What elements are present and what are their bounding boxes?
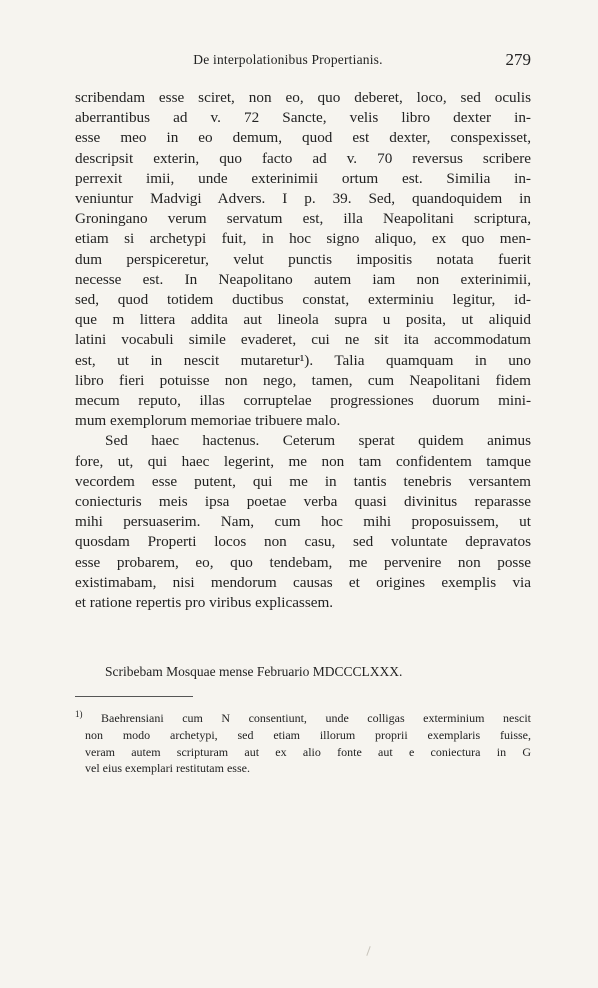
page-number: 279 xyxy=(505,50,531,69)
body-line: existimabam, nisi mendorum causas et origines exemplis via xyxy=(75,573,531,591)
body-line: fore, ut, qui haec legerint, me non tam confidentem tamque xyxy=(75,452,531,470)
body-line: scribendam esse sciret, non eo, quo deberet, loco, sed oculis xyxy=(75,89,531,106)
body-line: mihi persuaserim. Nam, cum hoc mihi proposuissem, ut xyxy=(75,513,531,531)
body-line: perrexit imii, unde exterinimii ortum est. Similia in- xyxy=(75,169,531,187)
footnote-line: non modo archetypi, sed etiam illorum proprii exemplaris fuisse, xyxy=(85,727,531,742)
body-line: et ratione repertis pro viribus explicassem. xyxy=(75,594,334,612)
body-line: mecum reputo, illas corruptelae progressiones duorum mini- xyxy=(75,392,531,410)
body-line: vecordem esse putent, qui me in tantis tenebris versantem xyxy=(75,472,531,490)
body-line: Groningano verum servatum est, illa Neapolitani scriptura, xyxy=(75,210,531,228)
body-line: esse probarem, eo, quo tendebam, me pervenire non posse xyxy=(75,553,531,571)
body-line: est, ut in nescit mutaretur¹). Talia quamquam in uno xyxy=(75,351,531,369)
body-line: aberrantibus ad v. 72 Sancte, velis libro dexter in- xyxy=(75,109,531,127)
body-line: veniuntur Madvigi Advers. I p. 39. Sed, quandoquidem in xyxy=(75,190,531,208)
body-line: que m littera addita aut lineola supra u posita, ut aliquid xyxy=(75,311,531,329)
footnote-line: vel eius exemplari restitutam esse. xyxy=(85,761,250,776)
page-header xyxy=(75,50,531,74)
body-line: esse meo in eo demum, quod est dexter, conspexisset, xyxy=(75,129,531,147)
paper-mark xyxy=(366,946,370,956)
running-title: De interpolationibus Propertianis. xyxy=(193,52,383,67)
body-line: quosdam Properti locos non casu, sed voluntate depravatos xyxy=(75,533,531,551)
body-line: etiam si archetypi fuit, in hoc signo aliquo, ex quo men- xyxy=(75,230,531,248)
body-line: necesse est. In Neapolitano autem iam non exterinimii, xyxy=(75,270,531,288)
footnote-line: veram autem scripturam aut ex alio fonte aut e coniectura in G xyxy=(85,744,531,759)
signature-line: Scribebam Mosquae mense Februario MDCCCLXXX. xyxy=(105,664,403,679)
footnotes xyxy=(75,706,531,777)
body-line: libro fieri potuisse non nego, tamen, cum Neapolitani fidem xyxy=(75,371,531,389)
body-line: Sed haec hactenus. Ceterum sperat quidem animus xyxy=(105,432,531,450)
body-line: descripsit exterin, quo facto ad v. 70 reversus scribere xyxy=(75,149,531,167)
body-text xyxy=(75,88,531,613)
body-line: dum perspiceretur, velut punctis impositis notata fuerit xyxy=(75,250,531,268)
body-line: coniecturis meis ipsa poetae verba quasi divinitus reparasse xyxy=(75,493,531,511)
body-line: latini vocabuli simile evaderet, cui ne sit ita accommodatum xyxy=(75,331,531,349)
body-line: sed, quod totidem ductibus constat, exterminiu legitur, id- xyxy=(75,291,531,309)
footnote-text: Baehrensiani cum N consentiunt, unde colligas exterminium nescit xyxy=(101,711,531,725)
footnote-divider xyxy=(75,696,193,697)
footnote-line xyxy=(75,706,531,727)
body-line: mum exemplorum memoriae tribuere malo. xyxy=(75,412,341,430)
footnote-marker: 1) xyxy=(75,709,83,719)
